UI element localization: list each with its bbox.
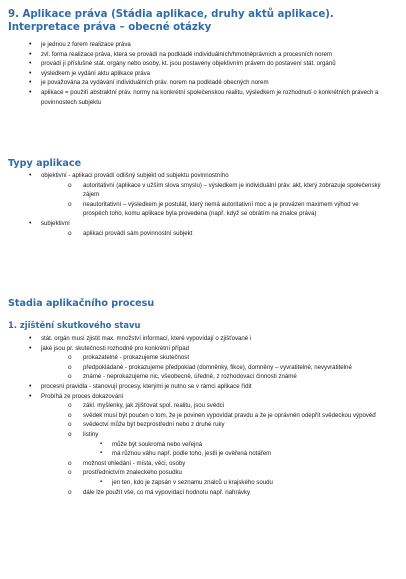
circle-bullet-icon: o <box>68 181 72 189</box>
circle-bullet-icon: o <box>68 469 72 477</box>
list-item: ▪ jen ten, kdo je zapsán v seznamu znalců u krajského soudu <box>100 478 273 486</box>
section-heading-stages: Stadia aplikačního procesu <box>8 298 155 309</box>
list-item: o prokazatelné - prokazujeme skutečnost <box>68 354 190 362</box>
list-item: • zvl. forma realizace práva, která se provádí na podkladě individuálních/hmotněprávních a procesních norem <box>29 50 332 58</box>
circle-bullet-icon: o <box>68 430 72 438</box>
list-item: o zákl. myšlenky, jak zjišťovat spol. realitu, jsou svědci <box>68 402 225 410</box>
list-item: o aplikaci provádí sám povinnostní subjekt <box>68 229 193 237</box>
circle-bullet-icon: o <box>68 488 72 496</box>
circle-bullet-icon: o <box>68 373 72 381</box>
circle-bullet-icon: o <box>68 411 72 419</box>
list-item: o listiny <box>68 430 99 438</box>
list-item: • aplikace = použití abstraktní práv. normy na konkrétní společenskou realitu, výsledkem je rozhodnutí o konkrétních právech a povinnostech subjektu <box>29 88 379 106</box>
bullet-icon: • <box>29 172 32 179</box>
bullet-icon: • <box>29 88 32 96</box>
list-item: o prostřednictvím znaleckého posudku <box>68 469 182 477</box>
circle-bullet-icon: o <box>68 459 72 467</box>
list-item: o dále lze použít vše, co má vypovídací hodnotu např. nahrávky <box>68 488 250 496</box>
list-item: • procesní pravidla - stanovují procesy, kterými je nutno se v rámci aplikace řídit <box>29 382 252 390</box>
circle-bullet-icon: o <box>68 354 72 362</box>
circle-bullet-icon: o <box>68 200 72 208</box>
subheading-fact-finding: 1. zjištění skutkového stavu <box>8 320 141 330</box>
section-heading-application-of-law: 9. Aplikace práva (Stádia aplikace, druhy aktů aplikace). Interpretace práva – obecné otázky <box>8 9 334 33</box>
square-bullet-icon: ▪ <box>100 478 103 485</box>
list-item-subjective: • subjektivní <box>29 219 70 227</box>
circle-bullet-icon: o <box>68 402 72 410</box>
bullet-icon: • <box>29 79 32 87</box>
bullet-icon: • <box>29 41 32 48</box>
list-item: ▪ má různou váhu např. podle toho, jestli je ověřená notářem <box>100 450 272 458</box>
fact-finding-list <box>0 334 406 497</box>
list-item: • výsledkem je vydání aktu aplikace práva <box>29 69 151 77</box>
list-item: o neautoritativní – výsledkem je postulát, který nemá autoritativní moc a je provázen maximem výhod ve prospěch toho, komu aplikace byla provedena (např. když se obrátím na znalce práva) <box>68 200 359 218</box>
bullet-icon: • <box>29 69 32 77</box>
list-item: o možnost ohledání - místa, věci, osoby <box>68 459 186 467</box>
bullet-icon: • <box>29 219 32 227</box>
circle-bullet-icon: o <box>68 363 72 371</box>
list-item: ▪ může být soukromá nebo veřejná <box>100 440 203 448</box>
list-item: • Probíhá ze proces dokazování <box>29 392 124 400</box>
list-item: • je jednou z forem realizace práva <box>29 41 131 48</box>
square-bullet-icon: ▪ <box>100 450 103 457</box>
circle-bullet-icon: o <box>68 229 72 237</box>
bullet-icon: • <box>29 392 32 400</box>
bullet-icon: • <box>29 382 32 390</box>
list-item: o autoritativní (aplikace v užším slova smyslu) – výsledkem je individuální práv. akt, který zobrazuje společenský zájem <box>68 181 381 199</box>
list-item: o známé - neprokazujeme nic, všeobecně, úředně, z rozhodovací činnosti známé <box>68 373 297 381</box>
list-item: • jaké jsou pr. skutečnosti rozhodné pro konkrétní případ <box>29 344 190 352</box>
bullet-icon: • <box>29 60 32 68</box>
section-heading-types: Typy aplikace <box>8 158 82 169</box>
bullet-icon: • <box>29 50 32 58</box>
circle-bullet-icon: o <box>68 421 72 429</box>
application-properties-list <box>0 40 406 107</box>
application-types-list <box>0 171 406 238</box>
list-item-objective: • objektivní - aplikaci provádí odlišný subjekt od subjektu povinnostního <box>29 172 229 179</box>
list-item: o předpokládané - prokazujeme předpoklad (domněnky, fikce), domněny – vyvratitelné, nevyvratitelné <box>68 363 352 371</box>
list-item: • je považována za vydávání individuálních práv. norem na podkladě obecných norem <box>29 79 269 87</box>
list-item: o svědectví může být bezprostřední nebo z druhé ruky <box>68 421 225 429</box>
square-bullet-icon: ▪ <box>100 440 103 447</box>
list-item: • stát. orgán musí zjistit max. množství informací, které vypovídají o zjišťované i <box>29 335 252 342</box>
list-item: • provádí ji příslušné stát. orgány nebo osoby, kt. jsou postaveny objektivním právem do postavení stát. orgánů <box>29 60 336 68</box>
list-item: o svědek musí být poučen o tom, že je povinen vypovídat pravdu a že je oprávněn odepřít svědeckou výpověď <box>68 411 377 419</box>
bullet-icon: • <box>29 335 32 342</box>
bullet-icon: • <box>29 344 32 352</box>
